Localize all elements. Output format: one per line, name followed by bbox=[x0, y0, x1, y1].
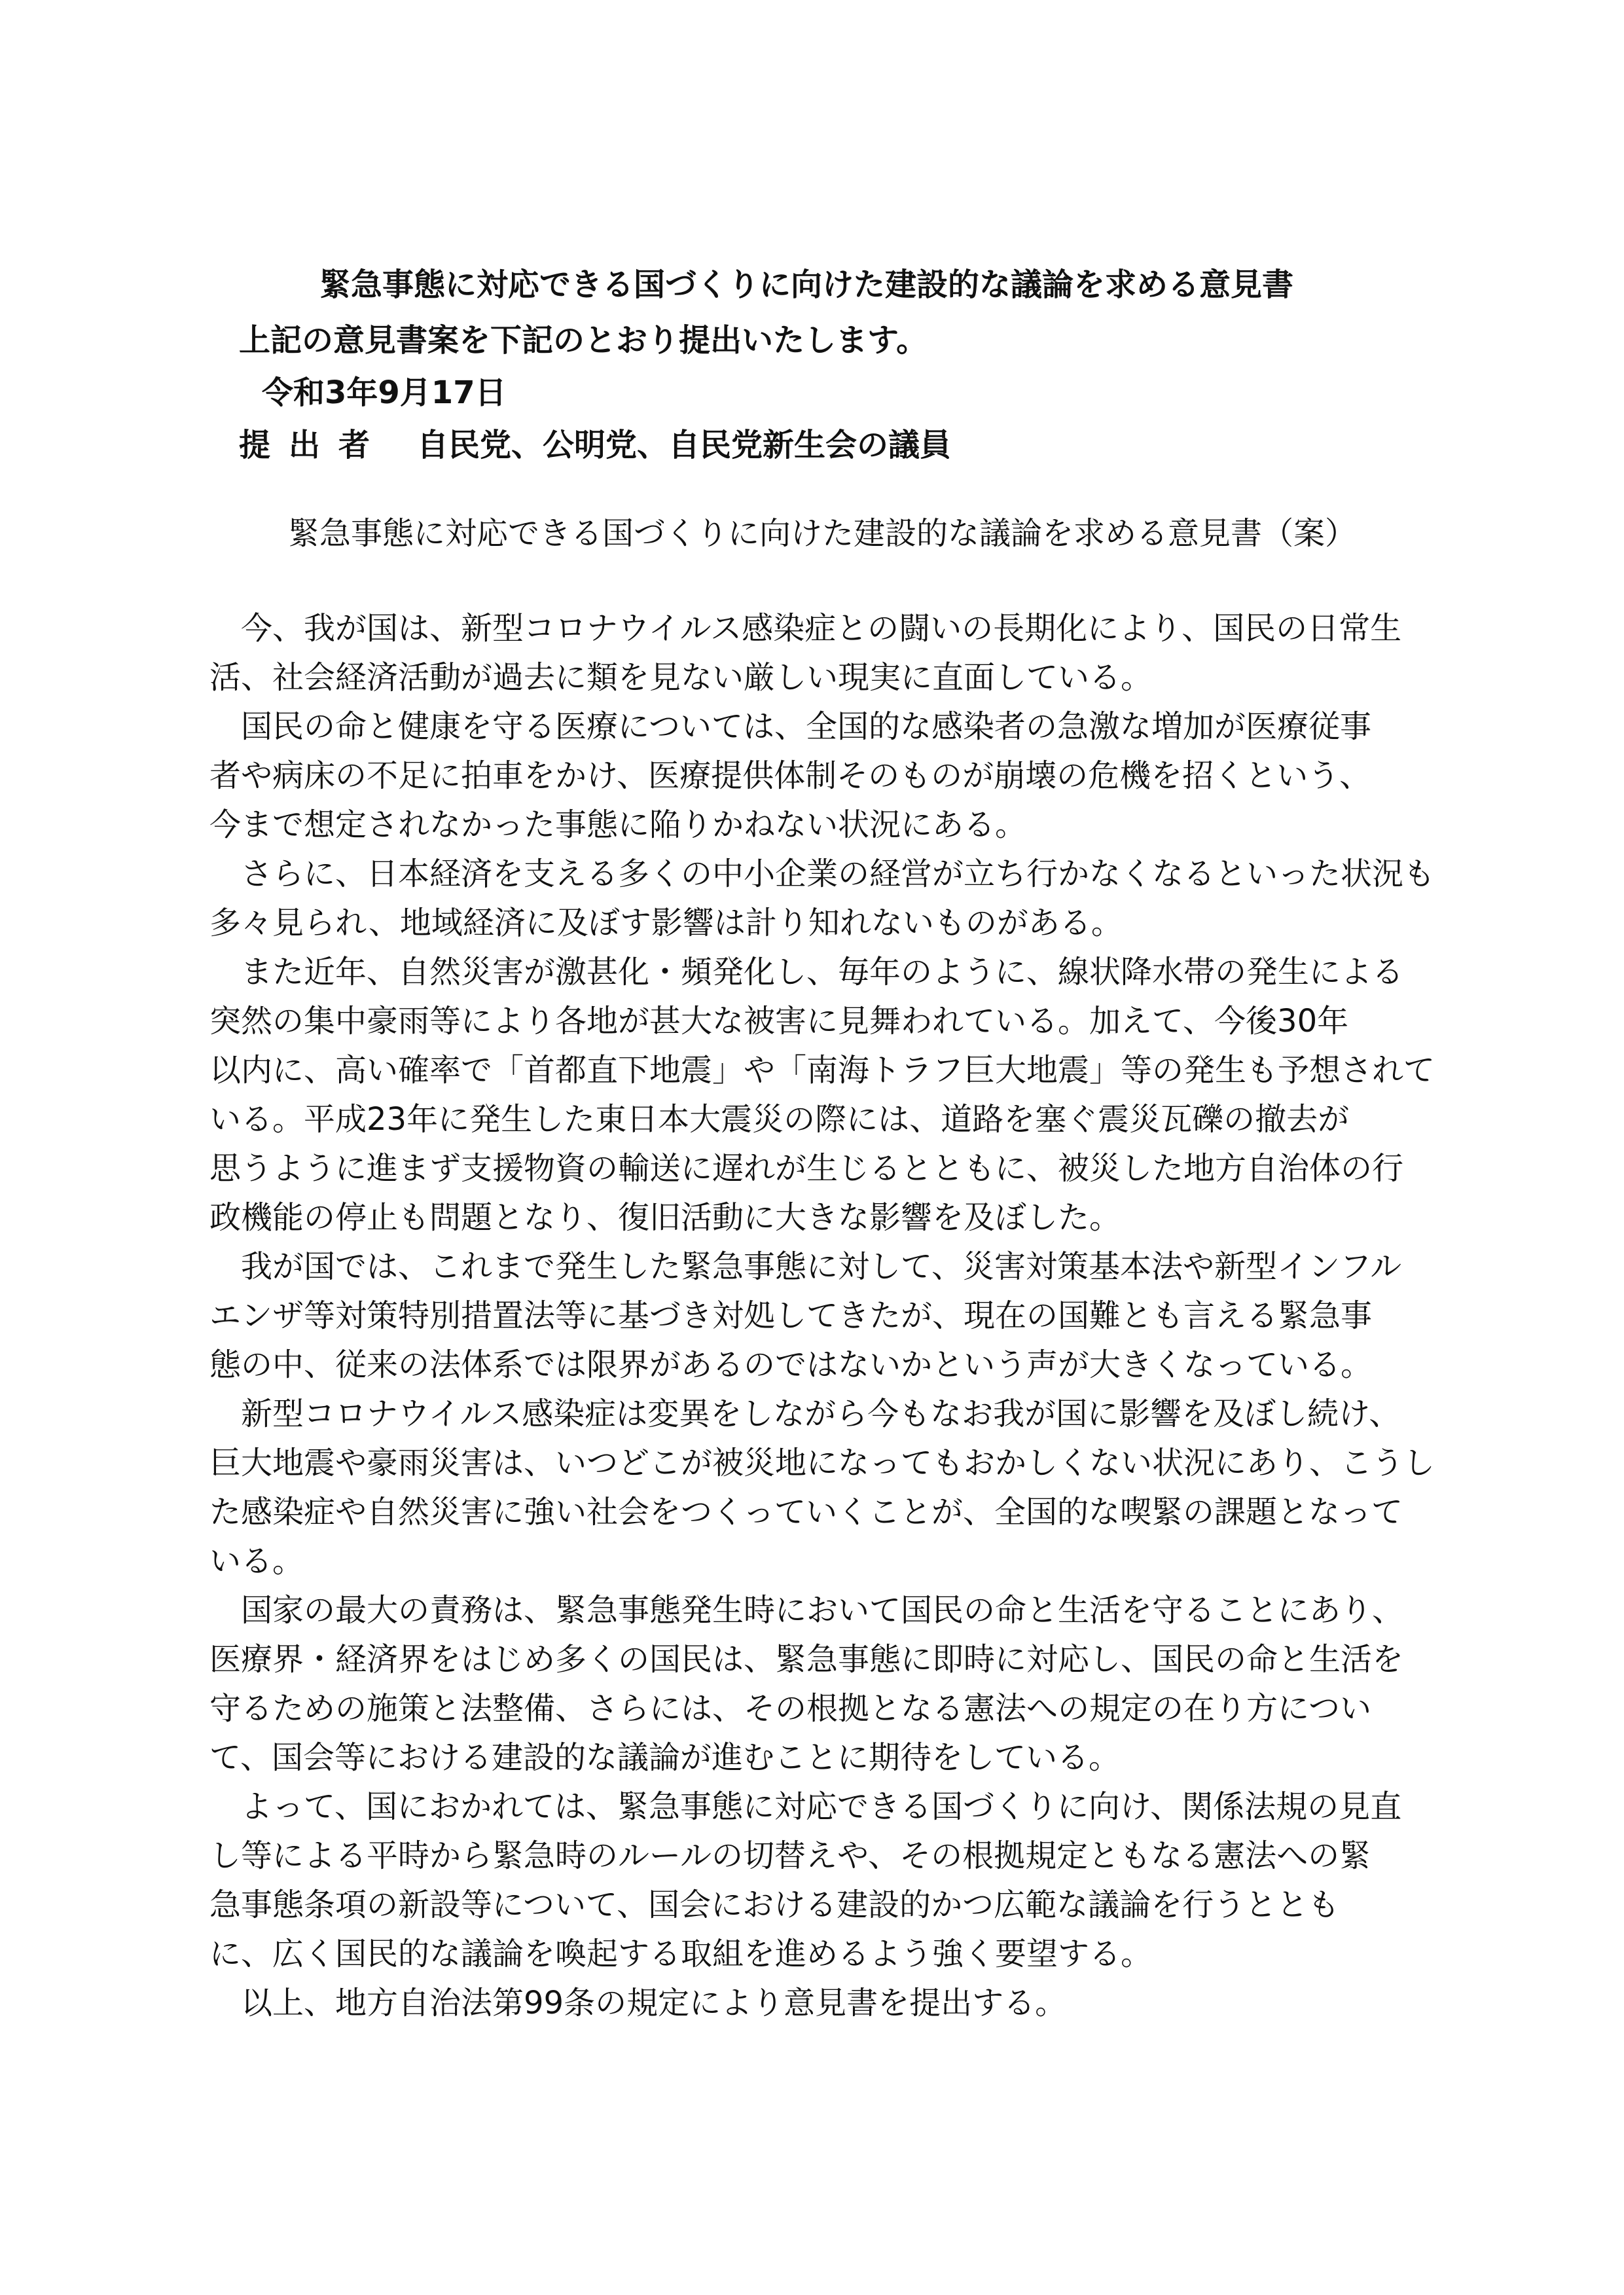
body-line: 今まで想定されなかった事態に陥りかねない状況にある。 bbox=[209, 806, 1027, 843]
draft-title: 緊急事態に対応できる国づくりに向けた建設的な議論を求める意見書（案） bbox=[288, 515, 1357, 552]
body-line: 多々見られ、地域経済に及ぼす影響は計り知れないものがある。 bbox=[209, 905, 1123, 941]
body-line: よって、国におかれては、緊急事態に対応できる国づくりに向け、関係法規の見直 bbox=[241, 1788, 1402, 1825]
body-line: に、広く国民的な議論を喚起する取組を進めるよう強く要望する。 bbox=[209, 1936, 1153, 1972]
document-body bbox=[209, 609, 1435, 2033]
body-line: 突然の集中豪雨等により各地が甚大な被害に見舞われている。加えて、今後30年 bbox=[209, 1003, 1349, 1039]
body-line: た感染症や自然災害に強い社会をつくっていくことが、全国的な喫緊の課題となって bbox=[209, 1494, 1403, 1530]
body-line: 態の中、従来の法体系では限界があるのではないかという声が大きくなっている。 bbox=[209, 1346, 1373, 1383]
body-line: 政機能の停止も問題となり、復旧活動に大きな影響を及ぼした。 bbox=[209, 1199, 1121, 1236]
body-line: いる。平成23年に発生した東日本大震災の際には、道路を塞ぐ震災瓦礫の撤去が bbox=[209, 1101, 1350, 1138]
body-line: 者や病床の不足に拍車をかけ、医療提供体制そのものが崩壊の危機を招くという、 bbox=[209, 757, 1371, 794]
body-line: 以上、地方自治法第99条の規定により意見書を提出する。 bbox=[241, 1985, 1067, 2021]
body-line: また近年、自然災害が激甚化・頻発化し、毎年のように、線状降水帯の発生による bbox=[241, 954, 1404, 990]
body-line: 国家の最大の責務は、緊急事態発生時において国民の命と生活を守ることにあり、 bbox=[241, 1592, 1404, 1629]
body-line: エンザ等対策特別措置法等に基づき対処してきたが、現在の国難とも言える緊急事 bbox=[209, 1297, 1373, 1334]
body-line: 新型コロナウイルス感染症は変異をしながら今もなお我が国に影響を及ぼし続け、 bbox=[241, 1396, 1401, 1432]
body-line: て、国会等における建設的な議論が進むことに期待をしている。 bbox=[209, 1739, 1121, 1776]
body-line: 急事態条項の新設等について、国会における建設的かつ広範な議論を行うととも bbox=[209, 1887, 1340, 1923]
body-line: 思うように進まず支援物資の輸送に遅れが生じるとともに、被災した地方自治体の行 bbox=[209, 1150, 1404, 1187]
document-title: 緊急事態に対応できる国づくりに向けた建設的な議論を求める意見書 bbox=[319, 266, 1294, 303]
body-line: 我が国では、これまで発生した緊急事態に対して、災害対策基本法や新型インフル bbox=[241, 1248, 1402, 1285]
submission-date: 令和3年9月17日 bbox=[262, 374, 507, 411]
body-line: いる。 bbox=[209, 1543, 304, 1580]
submitter-label: 提出者 bbox=[239, 427, 389, 463]
body-line: 今、我が国は、新型コロナウイルス感染症との闘いの長期化により、国民の日常生 bbox=[241, 610, 1402, 647]
body-line: 活、社会経済活動が過去に類を見ない厳しい現実に直面している。 bbox=[209, 659, 1153, 696]
body-line: 以内に、高い確率で「首都直下地震」や「南海トラフ巨大地震」等の発生も予想されて bbox=[209, 1052, 1435, 1089]
submitter-value: 自民党、公明党、自民党新生会の議員 bbox=[417, 427, 952, 463]
body-line: 守るための施策と法整備、さらには、その根拠となる憲法への規定の在り方につい bbox=[209, 1690, 1372, 1727]
body-line: し等による平時から緊急時のルールの切替えや、その根拠規定ともなる憲法への緊 bbox=[209, 1837, 1371, 1874]
body-line: さらに、日本経済を支える多くの中小企業の経営が立ち行かなくなるといった状況も bbox=[241, 856, 1435, 892]
submitter-row bbox=[239, 425, 951, 465]
body-line: 巨大地震や豪雨災害は、いつどこが被災地になってもおかしくない状況にあり、こうし bbox=[209, 1445, 1435, 1481]
submission-statement: 上記の意見書案を下記のとおり提出いたします。 bbox=[239, 322, 928, 359]
body-line: 国民の命と健康を守る医療については、全国的な感染者の急激な増加が医療従事 bbox=[241, 708, 1372, 745]
body-line: 医療界・経済界をはじめ多くの国民は、緊急事態に即時に対応し、国民の命と生活を bbox=[209, 1641, 1404, 1678]
